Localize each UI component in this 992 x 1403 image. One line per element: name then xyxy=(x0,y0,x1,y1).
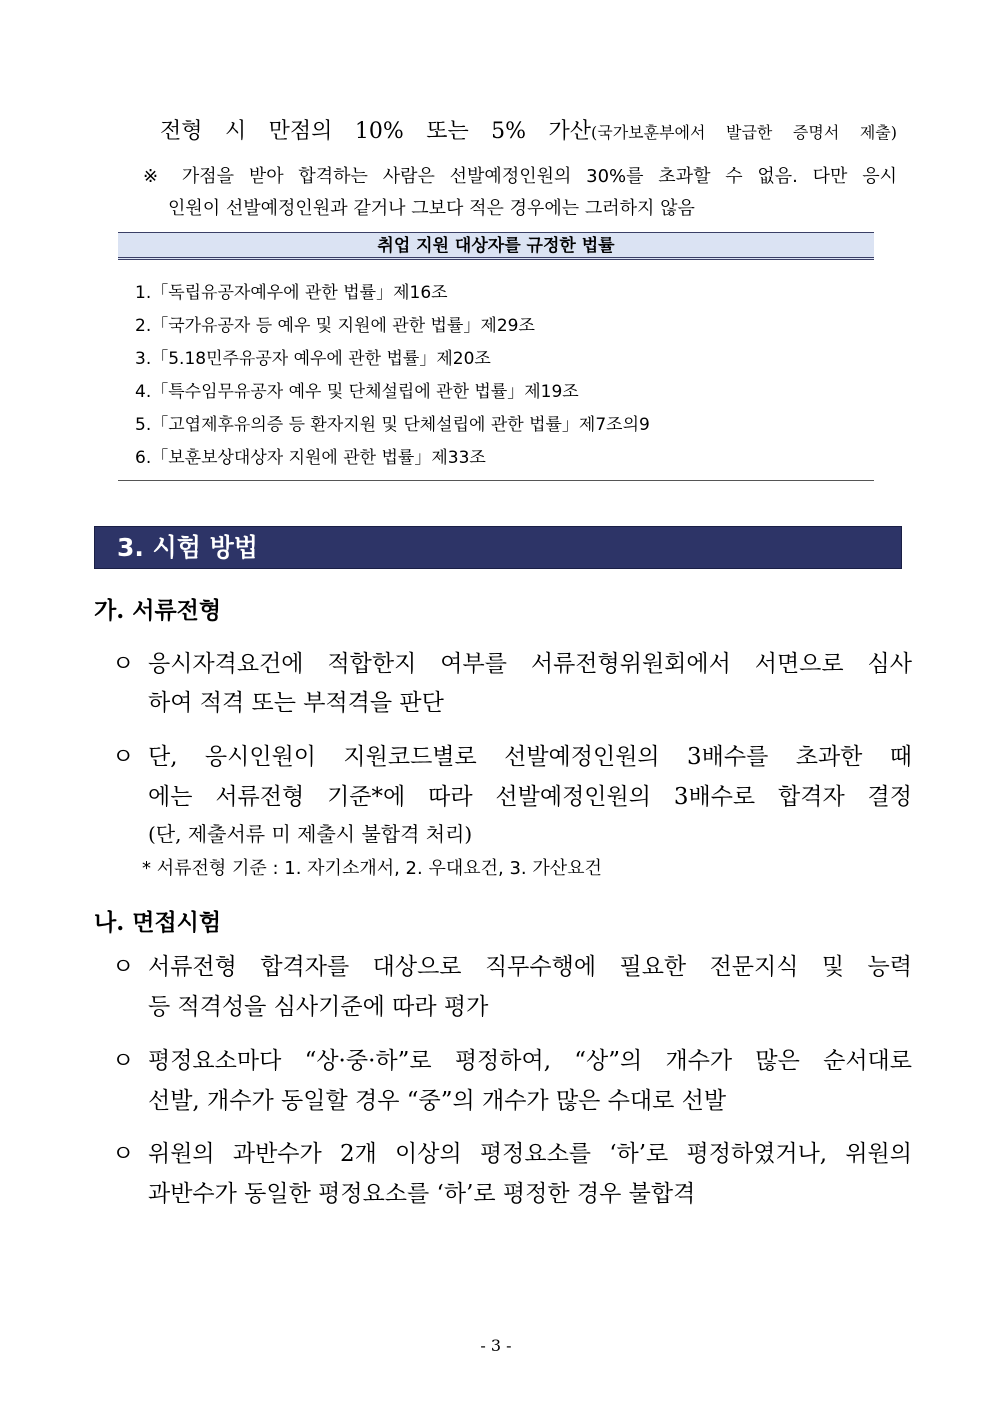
bullet-line: 등 적격성을 심사기준에 따라 평가 xyxy=(148,994,489,1020)
law-item: 3.「5.18민주유공자 예우에 관한 법률」제20조 xyxy=(135,349,491,369)
bullet-line: 서류전형 합격자를 대상으로 직무수행에 필요한 전문지식 및 능력 xyxy=(148,954,912,980)
law-item: 6.「보훈보상대상자 지원에 관한 법률」제33조 xyxy=(135,448,486,468)
bullet-marker: ㅇ xyxy=(112,954,135,980)
subsection-title-interview: 나. 면접시험 xyxy=(94,909,222,936)
bullet-line: 하여 적격 또는 부적격을 판단 xyxy=(148,690,444,716)
page-number: - 3 - xyxy=(480,1336,512,1355)
bullet-line: 평정요소마다 “상·중·하”로 평정하여, “상”의 개수가 많은 순서대로 xyxy=(148,1048,912,1074)
subsection-title-document-screening: 가. 서류전형 xyxy=(94,597,222,624)
law-box-divider xyxy=(118,480,874,481)
bullet-marker: ㅇ xyxy=(112,1048,135,1074)
bullet-marker: ㅇ xyxy=(112,1141,135,1167)
law-item: 4.「특수임무유공자 예우 및 단체설립에 관한 법률」제19조 xyxy=(135,382,579,402)
bullet-marker: ㅇ xyxy=(112,744,135,770)
law-list xyxy=(135,277,650,475)
bullet-line: (단, 제출서류 미 제출시 불합격 처리) xyxy=(148,822,473,846)
bullet-line: 단, 응시인원이 지원코드별로 선발예정인원의 3배수를 초과한 때 xyxy=(148,744,912,770)
quota-note-line-2: 인원이 선발예정인원과 같거나 그보다 적은 경우에는 그러하지 않음 xyxy=(168,198,695,219)
intro-line-1-main: 전형 시 만점의 10% 또는 5% 가산 xyxy=(160,119,592,144)
law-item: 1.「독립유공자예우에 관한 법률」제16조 xyxy=(135,283,448,303)
section-title: 3. 시험 방법 xyxy=(94,526,902,569)
law-item: 5.「고엽제후유의증 등 환자지원 및 단체설립에 관한 법률」제7조의9 xyxy=(135,415,650,435)
bullet-marker: ㅇ xyxy=(112,651,135,677)
bullet-line: 과반수가 동일한 평정요소를 ‘하’로 평정한 경우 불합격 xyxy=(148,1181,696,1207)
intro-line-1 xyxy=(160,114,897,145)
bullet-line: 에는 서류전형 기준*에 따라 선발예정인원의 3배수로 합격자 결정 xyxy=(148,784,912,810)
screening-criteria-footnote: * 서류전형 기준 : 1. 자기소개서, 2. 우대요건, 3. 가산요건 xyxy=(142,858,602,879)
law-item: 2.「국가유공자 등 예우 및 지원에 관한 법률」제29조 xyxy=(135,316,535,336)
bullet-line: 위원의 과반수가 2개 이상의 평정요소를 ‘하’로 평정하였거나, 위원의 xyxy=(148,1141,912,1167)
bullet-line: 응시자격요건에 적합한지 여부를 서류전형위원회에서 서면으로 심사 xyxy=(148,651,912,677)
quota-note-line-1: ※ 가점을 받아 합격하는 사람은 선발예정인원의 30%를 초과할 수 없음. 다만 응시 xyxy=(143,166,897,187)
intro-line-1-note: (국가보훈부에서 발급한 증명서 제출) xyxy=(591,123,897,142)
law-box-title: 취업 지원 대상자를 규정한 법률 xyxy=(118,232,874,260)
bullet-line: 선발, 개수가 동일할 경우 “중”의 개수가 많은 수대로 선발 xyxy=(148,1088,727,1114)
